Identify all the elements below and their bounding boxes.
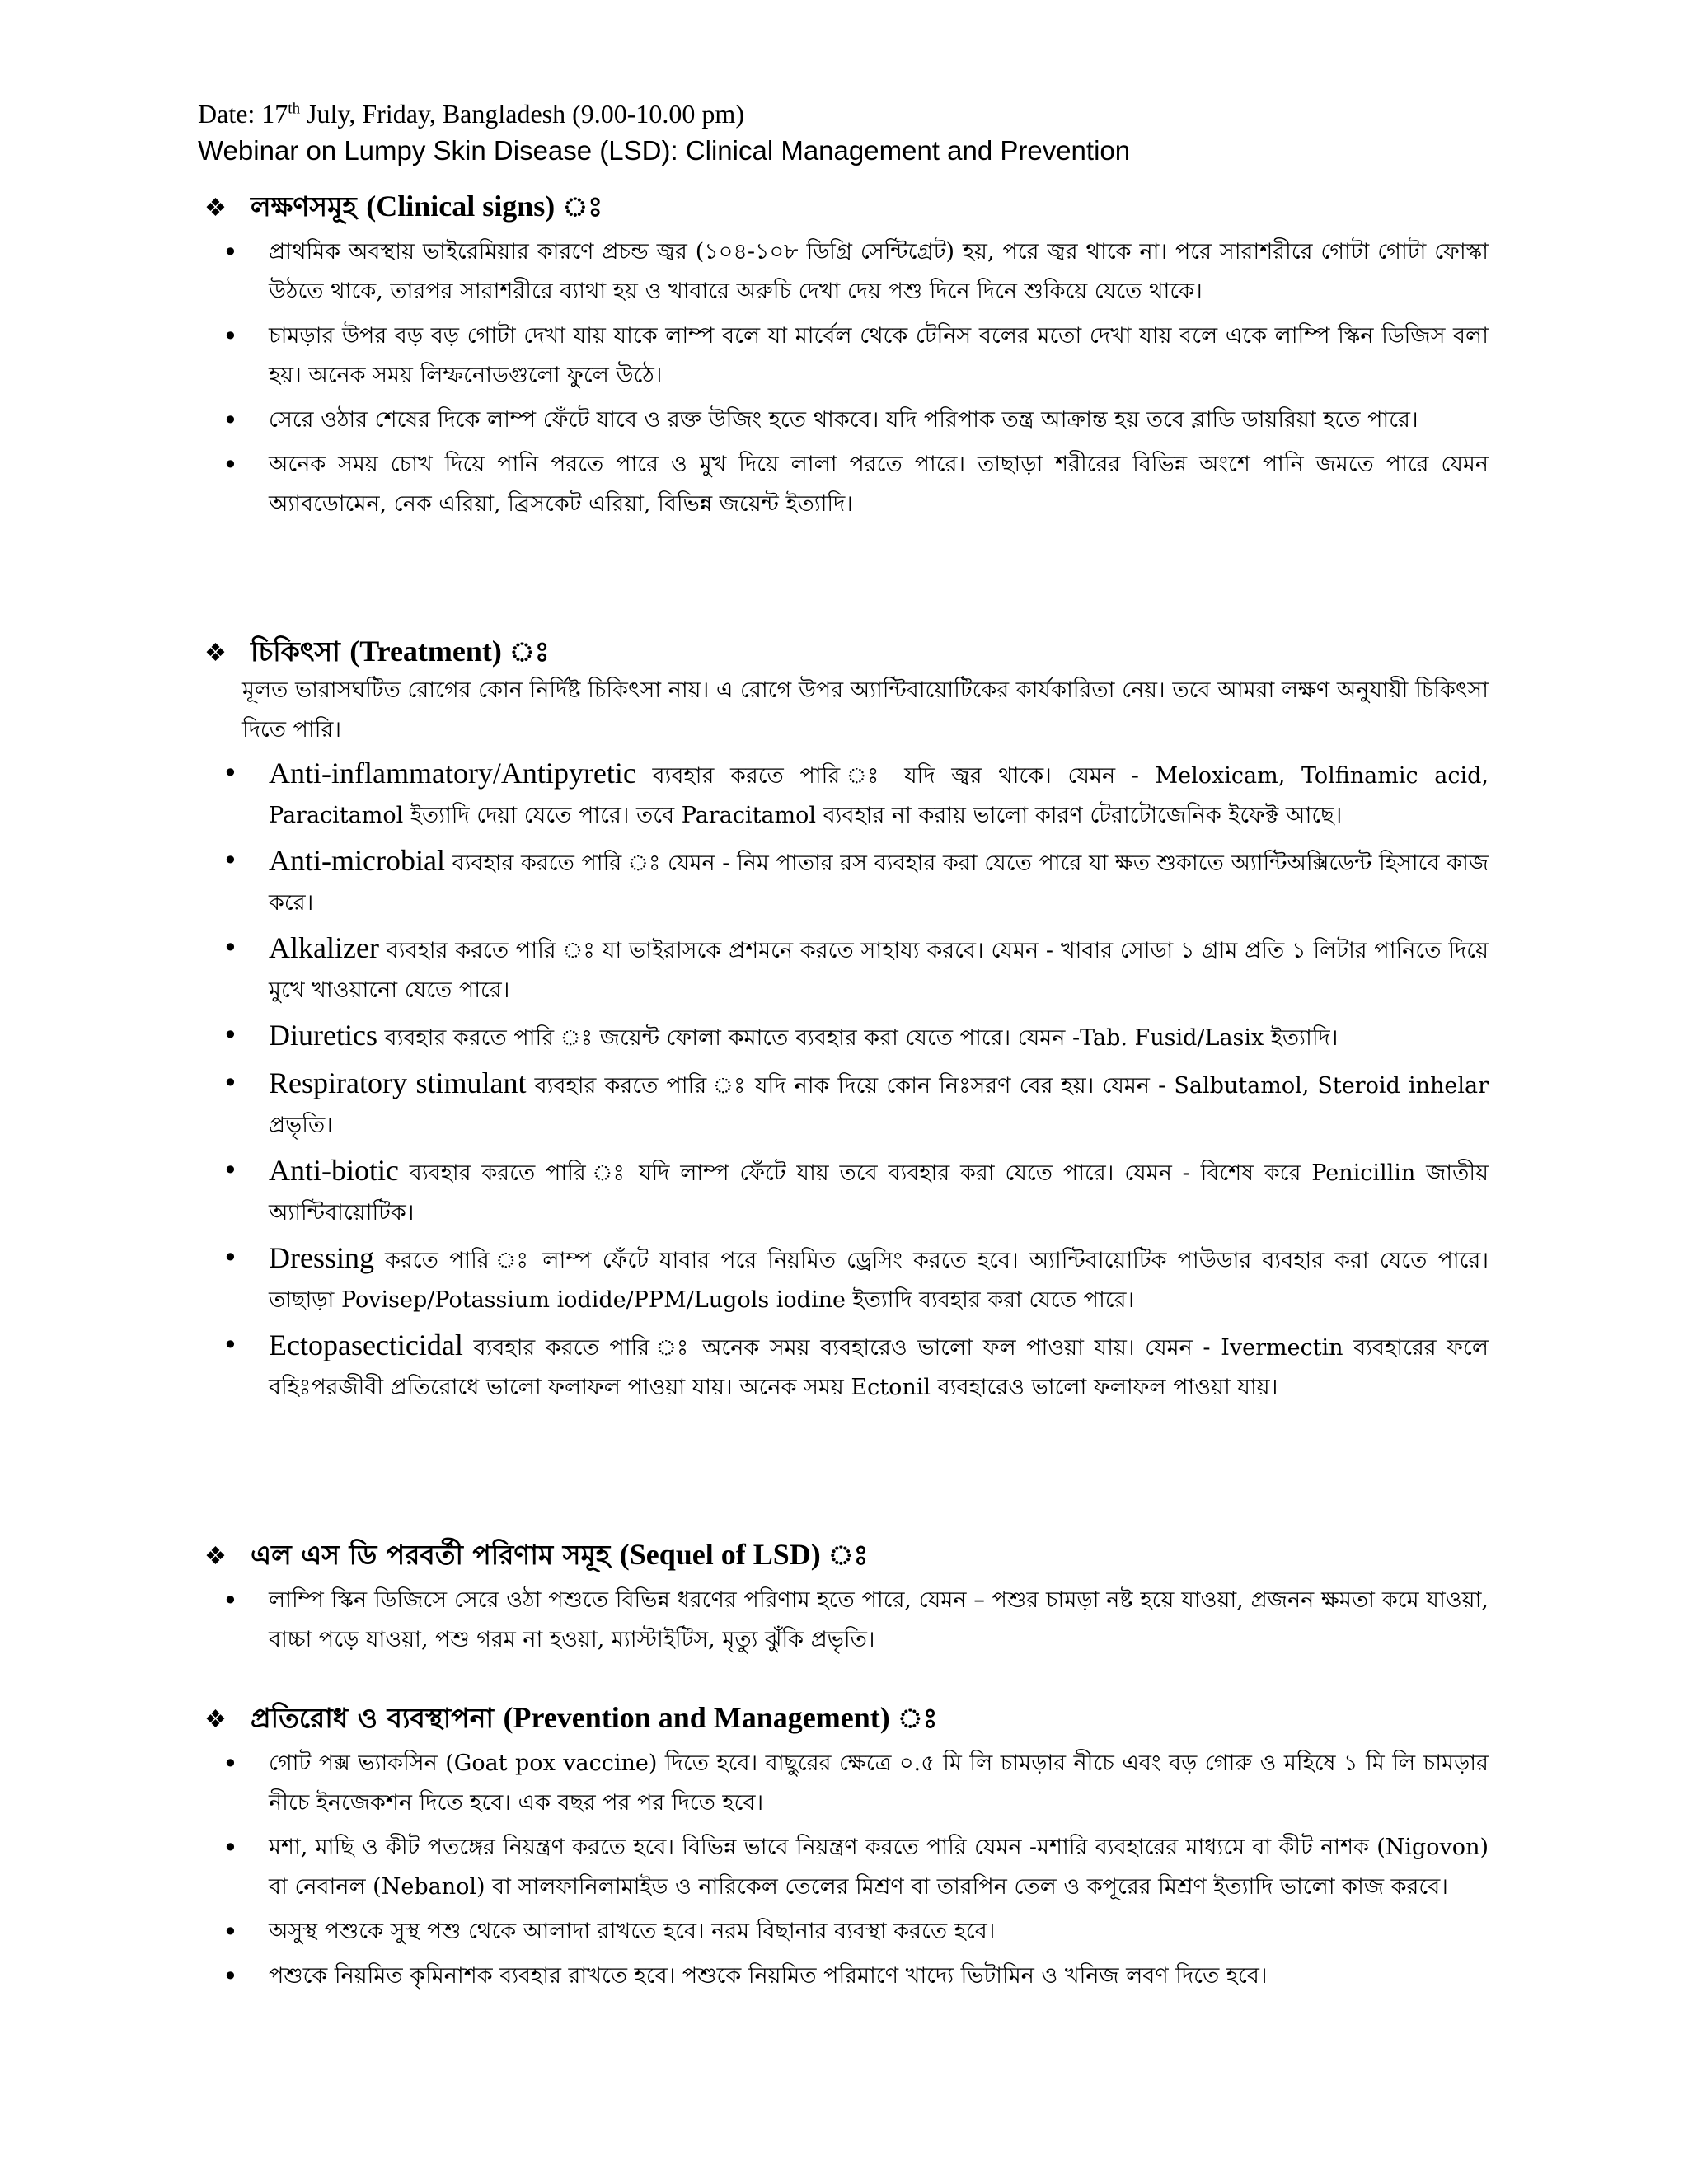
prevention-list: [0, 1744, 1489, 1996]
item-term: Anti-biotic: [269, 1154, 399, 1187]
section-heading-clinical-signs: [204, 188, 603, 227]
list-item: [0, 1063, 1489, 1146]
list-item: • অসুস্থ পশুকে সুস্থ পশু থেকে আলাদা রাখতে হবে। নরম বিছানার ব্যবস্থা করতে হবে।: [0, 1912, 1489, 1952]
item-term: Diuretics: [269, 1019, 377, 1052]
list-item: [0, 1015, 1489, 1058]
heading-en: (Sequel of LSD): [619, 1538, 821, 1571]
item-text: ব্যবহার করতে পারি ঃ যদি লাম্প ফেঁটে যায় তবে ব্যবহার করা যেতে পারে। যেমন - বিশেষ করে Penicillin জাতীয় অ্যান্টিবায়োটিক।: [269, 1160, 1489, 1226]
heading-bn: চিকিৎসা: [251, 635, 340, 668]
list-item: • অনেক সময় চোখ দিয়ে পানি পরতে পারে ও মুখ দিয়ে লালা পরতে পারে। তাছাড়া শরীরের বিভিন্ন অংশে পানি জমতে পারে যেমন অ্যাবডোমেন, নেক এরিয়া, ব্রিসকেট এরিয়া, বিভিন্ন জয়েন্ট ইত্যাদি।: [0, 445, 1489, 524]
diamond-bullet-icon: ❖: [204, 194, 227, 223]
section-heading-sequel: [204, 1536, 868, 1575]
item-text: ব্যবহার করতে পারি ঃ অনেক সময় ব্যবহারেও ভালো ফল পাওয়া যায়। যেমন - Ivermectin ব্যবহারের ফলে বহিঃপরজীবী প্রতিরোধে ভালো ফলাফল পাওয়া যায়। অনেক সময় Ectonil ব্যবহারেও ভালো ফলাফল পাওয়া যায়।: [269, 1335, 1489, 1400]
list-item: • পশুকে নিয়মিত কৃমিনাশক ব্যবহার রাখতে হবে। পশুকে নিয়মিত পরিমাণে খাদ্যে ভিটামিন ও খনিজ লবণ দিতে হবে।: [0, 1957, 1489, 1996]
item-text: করতে পারি ঃ লাম্প ফেঁটে যাবার পরে নিয়মিত ড্রেসিং করতে হবে। অ্যান্টিবায়োটিক পাউডার ব্যবহার করা যেতে পারে। তাছাড়া Povisep/Potassium iodide/PPM/Lugols iodine ইত্যাদি ব্যবহার করা যেতে পারে।: [269, 1248, 1489, 1313]
item-term: Alkalizer: [269, 931, 379, 964]
date-line: [198, 97, 744, 130]
item-text: ব্যবহার করতে পারি ঃ যেমন - নিম পাতার রস ব্যবহার করা যেতে পারে যা ক্ষত শুকাতে অ্যান্টিঅক্সিডেন্ট হিসাবে কাজ করে।: [269, 851, 1489, 916]
heading-bn: প্রতিরোধ ও ব্যবস্থাপনা: [251, 1702, 494, 1734]
diamond-bullet-icon: ❖: [204, 639, 227, 668]
section-heading-treatment: [204, 633, 550, 672]
date-superscript: th: [288, 100, 301, 118]
list-item: [0, 1238, 1489, 1320]
clinical-signs-list: [0, 232, 1489, 524]
heading-en: (Clinical signs): [366, 190, 556, 223]
diamond-bullet-icon: ❖: [204, 1542, 227, 1571]
date-prefix: Date: 17: [198, 99, 288, 129]
list-item: • মশা, মাছি ও কীট পতঙ্গের নিয়ন্ত্রণ করতে হবে। বিভিন্ন ভাবে নিয়ন্ত্রণ করতে পারি যেমন -মশারি ব্যবহারের মাধ্যমে বা কীট নাশক (Nigovon) বা নেবানল (Nebanol) বা সালফানিলামাইড ও নারিকেল তেলের মিশ্রণ বা তারপিন তেল ও কপূরের মিশ্রণ ইত্যাদি ভালো কাজ করবে।: [0, 1828, 1489, 1907]
list-item: • গোট পক্স ভ্যাকসিন (Goat pox vaccine) দিতে হবে। বাছুরের ক্ষেত্রে ০.৫ মি লি চামড়ার নীচে এবং বড় গোরু ও মহিষে ১ মি লি চামড়ার নীচে ইনজেকশন দিতে হবে। এক বছর পর পর দিতে হবে।: [0, 1744, 1489, 1823]
list-item: [0, 1151, 1489, 1233]
item-term: Dressing: [269, 1241, 374, 1274]
date-rest: July, Friday, Bangladesh (9.00-10.00 pm): [300, 99, 744, 129]
treatment-intro: মূলত ভারাসঘটিত রোগের কোন নির্দিষ্ট চিকিৎসা নায়। এ রোগে উপর অ্যান্টিবায়োটিকের কার্যকারিতা নেয়। তবে আমরা লক্ষণ অনুযায়ী চিকিৎসা দিতে পারি।: [242, 677, 1489, 743]
list-item: • সেরে ওঠার শেষের দিকে লাম্প ফেঁটে যাবে ও রক্ত উজিং হতে থাকবে। যদি পরিপাক তন্ত্র আক্রান্ত হয় তবে ব্লাডি ডায়রিয়া হতে পারে।: [0, 401, 1489, 440]
list-item: • চামড়ার উপর বড় বড় গোটা দেখা যায় যাকে লাম্প বলে যা মার্বেল থেকে টেনিস বলের মতো দেখা যায় বলে একে লাম্পি স্কিন ডিজিস বলা হয়। অনেক সময় লিম্ফনোডগুলো ফুলে উঠে।: [0, 316, 1489, 396]
list-item: [0, 753, 1489, 836]
item-text: ব্যবহার করতে পারি ঃ যা ভাইরাসকে প্রশমনে করতে সাহায্য করবে। যেমন - খাবার সোডা ১ গ্রাম প্রতি ১ লিটার পানিতে দিয়ে মুখে খাওয়ানো যেতে পারে।: [269, 938, 1489, 1003]
webinar-title: Webinar on Lumpy Skin Disease (LSD): Clinical Management and Prevention: [198, 135, 1131, 166]
heading-en: (Prevention and Management): [503, 1701, 890, 1734]
heading-bn: এল এস ডি পরবর্তী পরিণাম সমূহ: [251, 1539, 611, 1571]
list-item: [0, 1325, 1489, 1408]
item-term: Respiratory stimulant: [269, 1066, 527, 1099]
heading-en: (Treatment): [349, 635, 502, 668]
item-text: ব্যবহার করতে পারি ঃ যদি জ্বর থাকে। যেমন - Meloxicam, Tolfinamic acid, Paracitamol ইত্যাদি দেয়া যেতে পারে। তবে Paracitamol ব্যবহার না করায় ভালো কারণ টেরাটোজেনিক ইফেক্ট আছে।: [269, 763, 1489, 828]
item-text: ব্যবহার করতে পারি ঃ যদি নাক দিয়ে কোন নিঃসরণ বের হয়। যেমন - Salbutamol, Steroid inhelar প্রভৃতি।: [269, 1073, 1489, 1138]
list-item: [0, 928, 1489, 1010]
diamond-bullet-icon: ❖: [204, 1705, 227, 1734]
item-term: Ectopasecticidal: [269, 1329, 463, 1361]
list-item: [0, 841, 1489, 923]
item-term: Anti-microbial: [269, 844, 445, 877]
sequel-list: [0, 1581, 1489, 1660]
item-term: Anti-inflammatory/Antipyretic: [269, 757, 636, 790]
heading-bn: লক্ষণসমূহ: [251, 190, 357, 223]
treatment-list: [0, 753, 1489, 1408]
section-heading-prevention: [204, 1699, 937, 1738]
item-text: ব্যবহার করতে পারি ঃ জয়েন্ট ফোলা কমাতে ব্যবহার করা যেতে পারে। যেমন -Tab. Fusid/Lasix ইত্যাদি।: [377, 1025, 1339, 1051]
list-item: • প্রাথমিক অবস্থায় ভাইরেমিয়ার কারণে প্রচন্ড জ্বর (১০৪-১০৮ ডিগ্রি সেন্টিগ্রেট) হয়, পরে জ্বর থাকে না। পরে সারাশরীরে গোটা গোটা ফোস্কা উঠতে থাকে, তারপর সারাশরীরে ব্যাথা হয় ও খাবারে অরুচি দেখা দেয় পশু দিনে দিনে শুকিয়ে যেতে থাকে।: [0, 232, 1489, 312]
list-item: • লাম্পি স্কিন ডিজিসে সেরে ওঠা পশুতে বিভিন্ন ধরণের পরিণাম হতে পারে, যেমন – পশুর চামড়া নষ্ট হয়ে যাওয়া, প্রজনন ক্ষমতা কমে যাওয়া, বাচ্চা পড়ে যাওয়া, পশু গরম না হওয়া, ম্যাস্টাইটিস, মৃত্যু ঝুঁকি প্রভৃতি।: [0, 1581, 1489, 1660]
